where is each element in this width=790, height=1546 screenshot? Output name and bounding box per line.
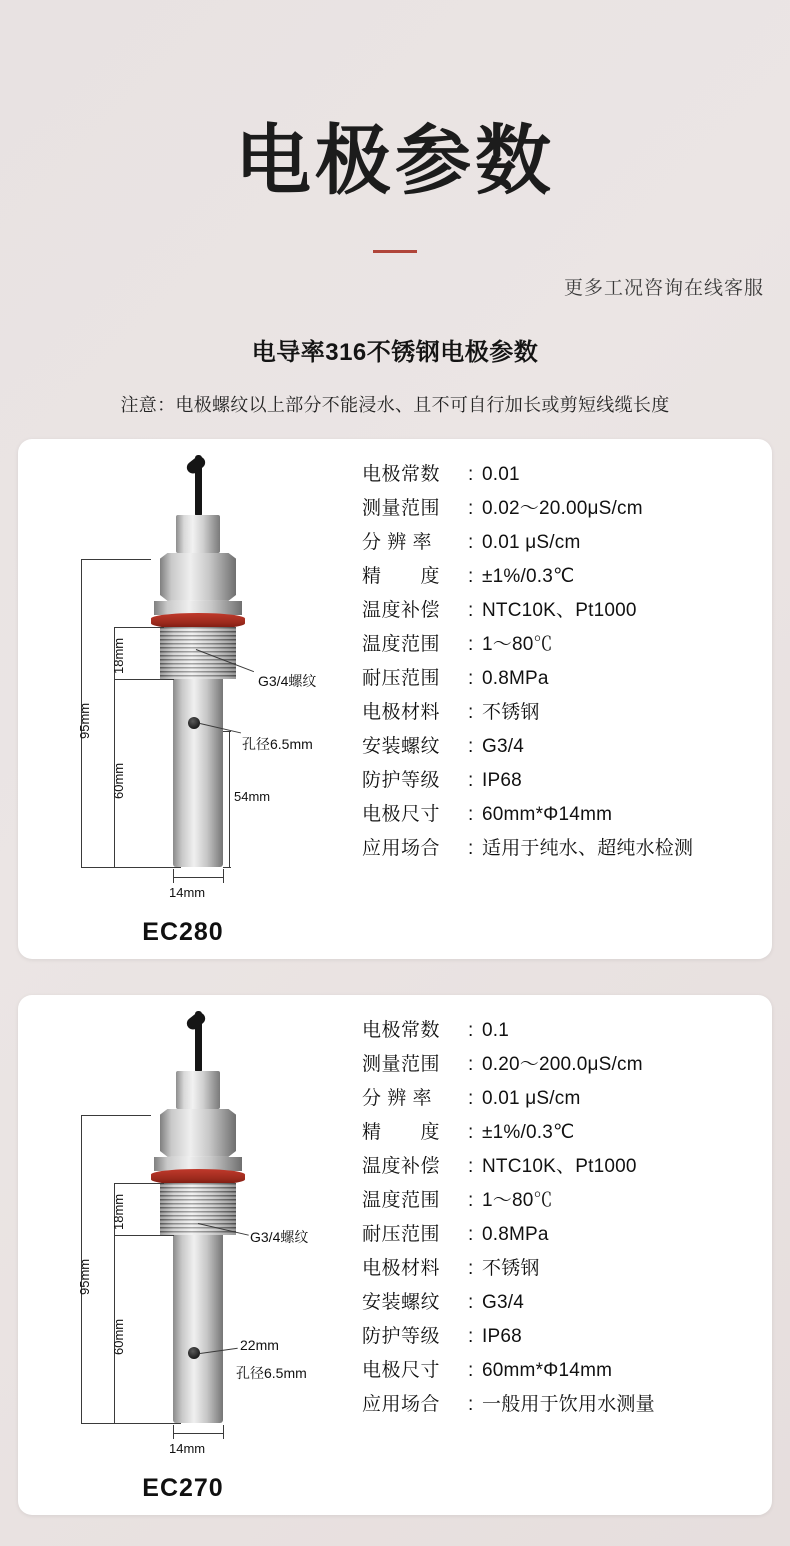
dim-label-shaft: 60mm	[111, 1318, 126, 1355]
spec-colon: :	[468, 735, 474, 757]
callout-hole: 孔径6.5mm	[242, 735, 313, 752]
spec-row	[362, 1089, 762, 1108]
callout-hole: 孔径6.5mm	[236, 1364, 307, 1381]
spec-value: G3/4	[482, 735, 524, 757]
spec-row	[362, 1293, 762, 1312]
spec-colon: :	[468, 599, 474, 621]
spec-value: 0.1	[482, 1019, 510, 1041]
probe-cap	[176, 1071, 220, 1109]
dim-tick-diameter-left	[173, 869, 174, 883]
dim-tick-total-bottom	[81, 1423, 181, 1424]
dim-label-insert: 54mm	[234, 788, 271, 804]
spec-label: 测量范围	[362, 497, 441, 519]
spec-row	[362, 1021, 762, 1040]
spec-colon: :	[468, 531, 474, 553]
probe-cap	[176, 515, 220, 553]
product-card-ec270	[18, 995, 772, 1515]
dim-label-shaft: 60mm	[111, 762, 126, 799]
probe-hexnut	[160, 553, 236, 601]
spec-colon: :	[468, 769, 474, 791]
spec-colon: :	[468, 1019, 474, 1041]
spec-value: 0.8MPa	[482, 667, 549, 689]
spec-row	[362, 635, 762, 654]
probe-figure-ec280	[18, 439, 348, 959]
spec-colon: :	[468, 1359, 474, 1381]
dim-tick-diameter-right	[223, 869, 224, 883]
spec-colon: :	[468, 803, 474, 825]
spec-row	[362, 499, 762, 518]
spec-row	[362, 1395, 762, 1414]
callout-thread: G3/4螺纹	[250, 1228, 309, 1245]
spec-label: 分 辨 率	[362, 1087, 433, 1109]
spec-row	[362, 669, 762, 688]
spec-value: 一般用于饮用水测量	[482, 1393, 655, 1415]
spec-colon: :	[468, 1053, 474, 1075]
spec-label: 电极材料	[362, 701, 441, 723]
spec-label: 应用场合	[362, 1393, 441, 1415]
probe-hexnut	[160, 1109, 236, 1157]
spec-colon: :	[468, 565, 474, 587]
spec-label: 精 度	[362, 1121, 441, 1143]
spec-label: 温度范围	[362, 633, 441, 655]
spec-row	[362, 601, 762, 620]
spec-value: IP68	[482, 769, 522, 791]
spec-label: 耐压范围	[362, 1223, 441, 1245]
spec-value: 1～80℃	[482, 1189, 553, 1211]
spec-value: 60mm*Φ14mm	[482, 803, 613, 825]
probe-shaft	[173, 679, 223, 867]
spec-label: 安装螺纹	[362, 735, 441, 757]
dim-line-diameter	[173, 877, 223, 878]
spec-label: 耐压范围	[362, 667, 441, 689]
spec-label: 电极常数	[362, 463, 441, 485]
spec-label: 温度补偿	[362, 599, 441, 621]
dim-label-diameter: 14mm	[169, 884, 206, 900]
spec-label: 测量范围	[362, 1053, 441, 1075]
probe-figure-ec270	[18, 995, 348, 1515]
probe-thread	[160, 627, 236, 679]
spec-colon: :	[468, 701, 474, 723]
spec-value: NTC10K、Pt1000	[482, 1155, 637, 1177]
spec-colon: :	[468, 463, 474, 485]
dim-label-diameter: 14mm	[169, 1440, 206, 1456]
spec-row	[362, 737, 762, 756]
dim-tick-upper-bottom	[114, 1235, 174, 1236]
dim-label-upper: 18mm	[111, 1193, 126, 1230]
spec-label: 电极常数	[362, 1019, 441, 1041]
spec-value: ±1%/0.3℃	[482, 565, 575, 587]
spec-value: 0.01 μS/cm	[482, 1087, 581, 1109]
callout-insert: 22mm	[240, 1336, 279, 1353]
spec-row	[362, 703, 762, 722]
spec-colon: :	[468, 1257, 474, 1279]
spec-colon: :	[468, 633, 474, 655]
dim-line-diameter	[173, 1433, 223, 1434]
page-title: 电极参数	[235, 115, 555, 205]
dim-line-insert	[229, 731, 230, 867]
spec-list-ec280	[348, 439, 772, 959]
spec-colon: :	[468, 1121, 474, 1143]
spec-colon: :	[468, 497, 474, 519]
probe-thread	[160, 1183, 236, 1235]
spec-row	[362, 1157, 762, 1176]
spec-row	[362, 1055, 762, 1074]
spec-colon: :	[468, 1155, 474, 1177]
spec-row	[362, 533, 762, 552]
dim-tick-insert-bottom	[223, 867, 231, 868]
spec-row	[362, 567, 762, 586]
spec-colon: :	[468, 1325, 474, 1347]
cable-bend-icon	[184, 1010, 207, 1032]
spec-list-ec270	[348, 995, 772, 1515]
spec-row	[362, 1123, 762, 1142]
probe-hole	[188, 717, 200, 729]
spec-colon: :	[468, 1291, 474, 1313]
spec-label: 精 度	[362, 565, 441, 587]
spec-value: ±1%/0.3℃	[482, 1121, 575, 1143]
section-title: 电导率316不锈钢电极参数	[251, 338, 539, 366]
spec-value: 0.01	[482, 463, 520, 485]
spec-value: 0.8MPa	[482, 1223, 549, 1245]
spec-label: 电极尺寸	[362, 1359, 441, 1381]
spec-label: 电极尺寸	[362, 803, 441, 825]
dim-tick-total-top	[81, 559, 151, 560]
spec-label: 应用场合	[362, 837, 441, 859]
spec-colon: :	[468, 1223, 474, 1245]
dim-tick-diameter-left	[173, 1425, 174, 1439]
spec-row	[362, 1327, 762, 1346]
spec-value: 不锈钢	[482, 701, 540, 723]
probe-shaft	[173, 1235, 223, 1423]
spec-label: 电极材料	[362, 1257, 441, 1279]
spec-colon: :	[468, 667, 474, 689]
product-spec-page	[0, 51, 790, 1546]
spec-value: 0.20～200.0μS/cm	[482, 1053, 643, 1075]
spec-label: 防护等级	[362, 769, 441, 791]
spec-label: 安装螺纹	[362, 1291, 441, 1313]
spec-value: 不锈钢	[482, 1257, 540, 1279]
dim-label-total-length: 95mm	[77, 1258, 92, 1295]
dim-tick-total-top	[81, 1115, 151, 1116]
spec-value: IP68	[482, 1325, 522, 1347]
cable-bend-icon	[184, 454, 207, 476]
spec-colon: :	[468, 1189, 474, 1211]
probe-hole	[188, 1347, 200, 1359]
spec-row	[362, 805, 762, 824]
spec-colon: :	[468, 1087, 474, 1109]
spec-value: 1～80℃	[482, 633, 553, 655]
spec-row	[362, 1225, 762, 1244]
spec-label: 温度范围	[362, 1189, 441, 1211]
callout-thread: G3/4螺纹	[258, 672, 317, 689]
model-name-ec270: EC270	[142, 1473, 224, 1502]
dim-label-total-length: 95mm	[77, 702, 92, 739]
spec-row	[362, 465, 762, 484]
spec-value: 0.01 μS/cm	[482, 531, 581, 553]
spec-value: 0.02～20.00μS/cm	[482, 497, 643, 519]
spec-row	[362, 771, 762, 790]
model-name-ec280: EC280	[142, 917, 224, 946]
spec-row	[362, 1361, 762, 1380]
spec-value: 适用于纯水、超纯水检测	[482, 837, 694, 859]
spec-row	[362, 1191, 762, 1210]
spec-colon: :	[468, 1393, 474, 1415]
spec-row	[362, 1259, 762, 1278]
dim-tick-upper-top	[114, 627, 164, 628]
dim-tick-upper-bottom	[114, 679, 174, 680]
spec-value: NTC10K、Pt1000	[482, 599, 637, 621]
product-card-ec280	[18, 439, 772, 959]
spec-colon: :	[468, 837, 474, 859]
spec-label: 分 辨 率	[362, 531, 433, 553]
spec-value: 60mm*Φ14mm	[482, 1359, 613, 1381]
spec-label: 温度补偿	[362, 1155, 441, 1177]
dim-tick-total-bottom	[81, 867, 181, 868]
spec-label: 防护等级	[362, 1325, 441, 1347]
dim-tick-upper-top	[114, 1183, 164, 1184]
dim-label-upper: 18mm	[111, 637, 126, 674]
spec-row	[362, 839, 762, 858]
dim-tick-diameter-right	[223, 1425, 224, 1439]
section-note: 注意：电极螺纹以上部分不能浸水、且不可自行加长或剪短线缆长度	[120, 394, 670, 415]
spec-value: G3/4	[482, 1291, 524, 1313]
title-divider	[373, 250, 417, 253]
service-note: 更多工况咨询在线客服	[563, 277, 764, 299]
